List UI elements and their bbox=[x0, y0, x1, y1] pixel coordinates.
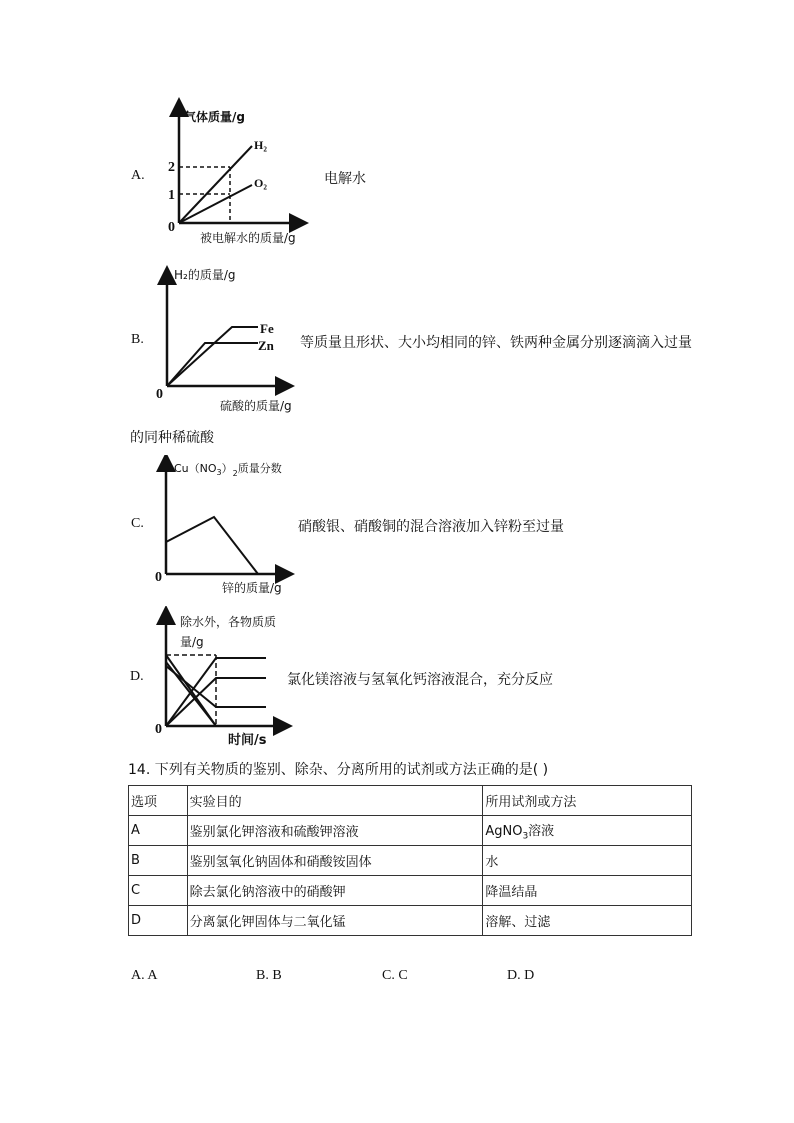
option-d-graph bbox=[150, 606, 300, 748]
option-b-graph bbox=[150, 262, 300, 414]
y-axis-label: 气体质量/g bbox=[184, 110, 245, 124]
option-d-description: 氯化镁溶液与氢氧化钙溶液混合，充分反应 bbox=[287, 672, 553, 688]
option-c-description: 硝酸银、硝酸铜的混合溶液加入锌粉至过量 bbox=[298, 519, 564, 535]
table-row bbox=[129, 816, 692, 846]
series-label-o2: O₂ bbox=[254, 176, 267, 190]
h2-line bbox=[179, 146, 252, 223]
table-cell-purpose: 鉴别氯化钾溶液和硫酸钾溶液 bbox=[187, 816, 483, 846]
table-cell-option: B bbox=[129, 846, 188, 876]
y-tick-1: 1 bbox=[168, 188, 175, 203]
option-a-description: 电解水 bbox=[324, 171, 366, 187]
table-cell-option: C bbox=[129, 876, 188, 906]
x-axis-label: 被电解水的质量/g bbox=[200, 231, 296, 245]
choice-a: A. A bbox=[131, 968, 158, 983]
table-header-purpose: 实验目的 bbox=[187, 786, 483, 816]
table-cell-purpose: 除去氯化钠溶液中的硝酸钾 bbox=[187, 876, 483, 906]
fe-line bbox=[167, 327, 258, 386]
option-b-letter: B. bbox=[131, 332, 144, 347]
x-axis-label: 硫酸的质量/g bbox=[220, 399, 292, 413]
zn-line bbox=[167, 343, 258, 386]
x-axis-label: 时间/s bbox=[228, 733, 267, 748]
table-cell-option: D bbox=[129, 906, 188, 936]
y-axis-label: $Cu(NO_3)_2$质量分数 bbox=[174, 462, 282, 478]
option-c-graph bbox=[150, 455, 300, 597]
table-cell-method: 溶解、过滤 bbox=[483, 906, 692, 936]
question-14-stem: 14. 下列有关物质的鉴别、除杂、分离所用的试剂或方法正确的是( ) bbox=[128, 762, 549, 778]
origin-label: 0 bbox=[156, 387, 163, 402]
table-row bbox=[129, 876, 692, 906]
table-header-method: 所用试剂或方法 bbox=[483, 786, 692, 816]
y-axis-label: H₂的质量/g bbox=[174, 268, 236, 282]
choice-c: C. C bbox=[382, 968, 408, 983]
question-14-table bbox=[128, 785, 692, 936]
table-cell-purpose: 分离氯化钾固体与二氧化锰 bbox=[187, 906, 483, 936]
fraction-line bbox=[166, 517, 258, 574]
table-cell-method: 水 bbox=[483, 846, 692, 876]
origin-label: 0 bbox=[168, 220, 175, 235]
series-label-fe: Fe bbox=[260, 321, 274, 336]
o2-line bbox=[179, 185, 252, 223]
table-row bbox=[129, 906, 692, 936]
origin-label: 0 bbox=[155, 722, 162, 737]
option-b-description-continued: 的同种稀硫酸 bbox=[130, 430, 214, 446]
y-axis-label-line-1: 除水外，各物质质 bbox=[180, 615, 277, 629]
choice-b: B. B bbox=[256, 968, 282, 983]
choice-d: D. D bbox=[507, 968, 535, 983]
y-axis-label-line-2: 量/g bbox=[180, 635, 204, 649]
product-line-2 bbox=[166, 678, 266, 726]
option-a-letter: A. bbox=[131, 168, 145, 183]
table-cell-method: AgNO$_3$溶液 bbox=[483, 816, 692, 846]
table-cell-method: 降温结晶 bbox=[483, 876, 692, 906]
option-d-letter: D. bbox=[130, 669, 144, 684]
series-label-zn: Zn bbox=[258, 338, 274, 353]
option-c-letter: C. bbox=[131, 516, 144, 531]
origin-label: 0 bbox=[155, 570, 162, 585]
table-row bbox=[129, 846, 692, 876]
series-label-h2: H₂ bbox=[254, 138, 267, 152]
table-header-row bbox=[129, 786, 692, 816]
option-b-description: 等质量且形状、大小均相同的锌、铁两种金属分别逐滴滴入过量 bbox=[300, 335, 692, 351]
table-cell-option: A bbox=[129, 816, 188, 846]
x-axis-label: 锌的质量/g bbox=[222, 581, 282, 595]
table-header-option: 选项 bbox=[129, 786, 188, 816]
y-tick-2: 2 bbox=[168, 160, 175, 175]
table-cell-purpose: 鉴别氢氧化钠固体和硝酸铵固体 bbox=[187, 846, 483, 876]
option-a-graph bbox=[160, 96, 310, 246]
